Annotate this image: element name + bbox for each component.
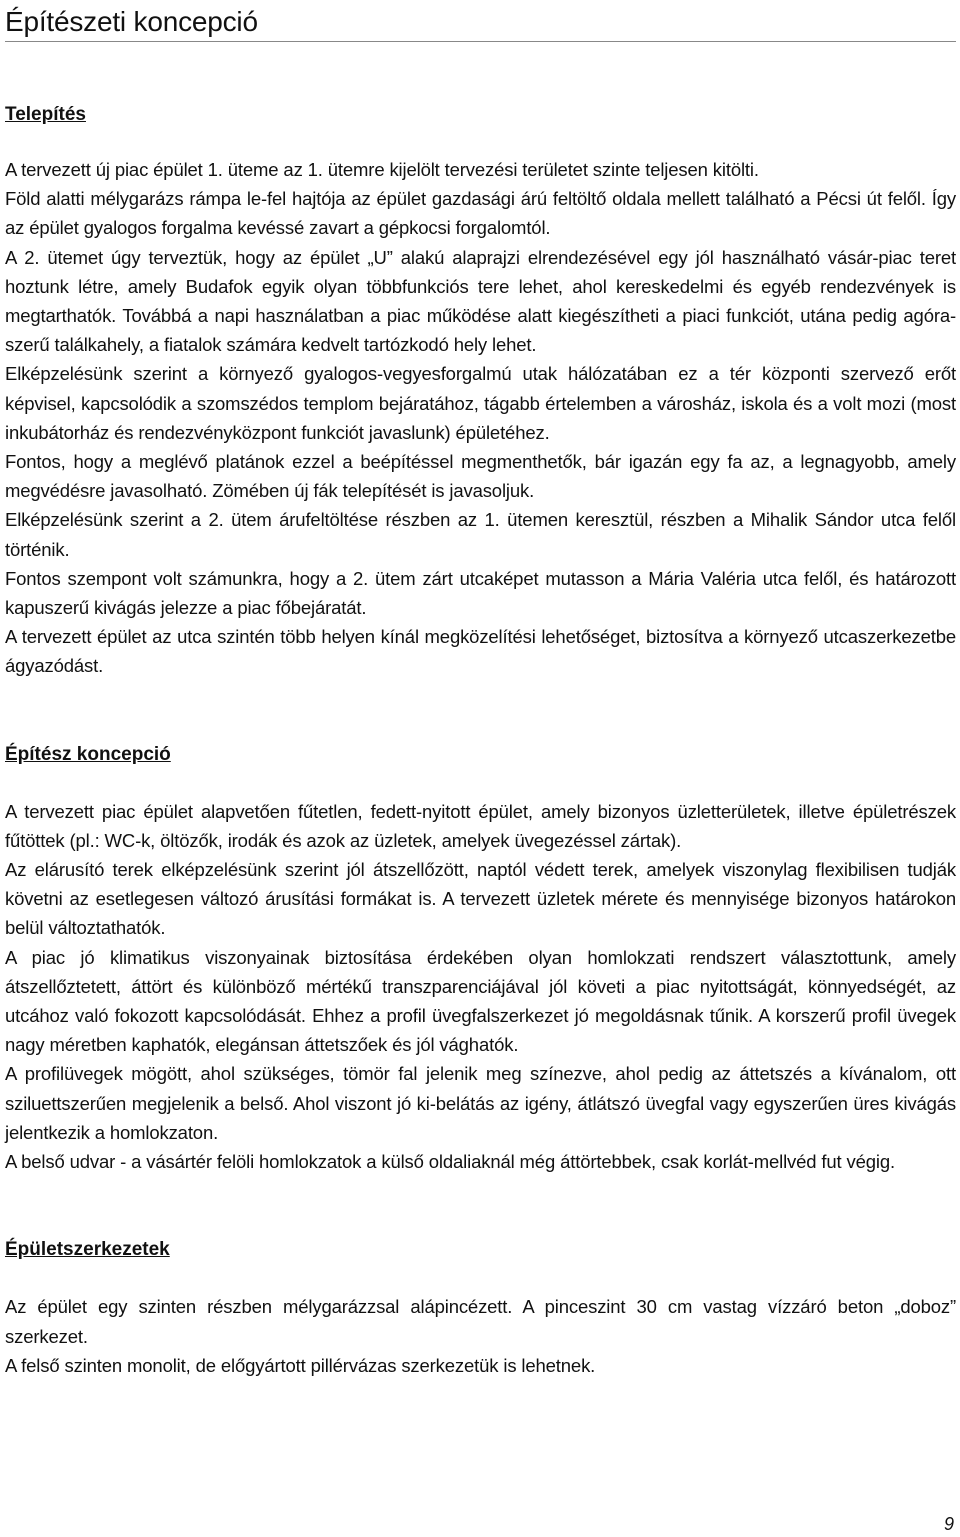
section-body-epitesz-koncepcio xyxy=(5,797,956,1177)
paragraph: A tervezett új piac épület 1. üteme az 1. ütemre kijelölt tervezési területet szinte teljesen kitölti. xyxy=(5,159,759,180)
paragraph: A tervezett piac épület alapvetően fűtetlen, fedett-nyitott épület, amely bizonyos üzletterületek, illetve épületrészek fűtöttek (pl.: WC-k, öltözők, irodák és azok az üzletek, amelyek üvegezéssel zártak). xyxy=(5,800,956,851)
paragraph: A belső udvar - a vásártér felöli homlokzatok a külső oldaliaknál még áttörtebbek, csak korlát-mellvéd fut végig. xyxy=(5,1151,896,1173)
paragraph: Elképzelésünk szerint a környező gyalogos-vegyesforgalmú utak hálózatában ez a tér központi szervező erőt képvisel, kapcsolódik a szomszédos templom bejáratához, tágabb értelemben a városház, iskola és a volt mozi (most inkubátorház és rendezvényközpont funkciót javaslunk) épületéhez. xyxy=(5,363,956,443)
paragraph: Az épület egy szinten részben mélygarázzsal alápincézett. A pinceszint 30 cm vastag vízzáró beton „doboz” szerkezet. xyxy=(5,1296,956,1347)
section-body-telepites xyxy=(5,155,956,681)
document-title: Építészeti koncepció xyxy=(5,5,956,42)
section-heading-epuletszerkezetek: Épületszerkezetek xyxy=(5,1239,170,1261)
section-heading-telepites: Telepítés xyxy=(5,104,86,125)
paragraph: Az elárusító terek elképzelésünk szerint jól átszellőzött, naptól védett terek, amelyek viszonylag flexibilisen tudják követni az esetlegesen változó árusítási formákat is. A tervezett üzletek mérete és mennyisége bizonyos határokon belül változtathatók. xyxy=(5,859,956,939)
page-number: 9 xyxy=(943,1514,954,1534)
paragraph: Fontos, hogy a meglévő platánok ezzel a beépítéssel megmenthetők, bár igazán egy fa az, a legnagyobb, amely megvédésre javasolható. Zömében új fák telepítését is javasoljuk. xyxy=(5,451,956,502)
paragraph: Elképzelésünk szerint a 2. ütem árufeltöltése részben az 1. ütemen keresztül, részben a Mihalik Sándor utca felől történik. xyxy=(5,509,956,560)
paragraph: Föld alatti mélygarázs rámpa le-fel hajtója az épület gazdasági árú feltöltő oldala mellett található a Pécsi út felől. Így az épület gyalogos forgalma kevéssé zavart a gépkocsi forgalomtól. xyxy=(5,188,956,239)
paragraph: A tervezett épület az utca szintén több helyen kínál megközelítési lehetőséget, biztosítva a környező utcaszerkezetbe ágyazódást. xyxy=(5,626,956,677)
section-telepites xyxy=(5,103,956,681)
section-body-epuletszerkezetek xyxy=(5,1292,956,1380)
paragraph: Fontos szempont volt számunkra, hogy a 2. ütem zárt utcaképet mutasson a Mária Valéria utca felől, és határozott kapuszerű kivágás jelezze a piac főbejáratát. xyxy=(5,567,956,619)
paragraph: A felső szinten monolit, de előgyártott pillérvázas szerkezetük is lehetnek. xyxy=(5,1354,596,1376)
paragraph: A 2. ütemet úgy terveztük, hogy az épület „U” alakú alaprajzi elrendezésével egy jól használható vásár-piac teret hoztunk létre, amely Budafok egyik olyan többfunkciós tere lehet, ahol kereskedelmi és egyéb rendezvények is megtarthatók. Továbbá a napi használatban a piac működése alatt kiegészítheti a piaci funkciót, utána pedig agóra-szerű találkahely, a fiatalok számára kedvelt tartózkodó hely lehet. xyxy=(5,246,956,356)
paragraph: A piac jó klimatikus viszonyainak biztosítása érdekében olyan homlokzati rendszert választottunk, amely átszellőztetett, áttört és különböző mértékű transzparenciájával jól követi a piac nyitottságát, könnyedségét, az utcához való fokozott kapcsolódását. Ehhez a profil üvegfalszerkezet jó megoldásnak tűnik. A korszerű profil üvegek nagy méretben kaphatók, elegánsan áttetszőek és jól vághatók. xyxy=(5,946,956,1056)
section-epuletszerkezetek xyxy=(5,1238,956,1380)
section-heading-epitesz-koncepcio: Építész koncepció xyxy=(5,743,171,765)
paragraph: A profilüvegek mögött, ahol szükséges, tömör fal jelenik meg színezve, ahol pedig az áttetszés a kívánalom, ott sziluettszerűen megjelenik a belső. Ahol viszont jó ki-belátás az igény, átlátszó üvegfal vagy egyszerűen üres kivágás jelentkezik a homlokzaton. xyxy=(5,1063,956,1143)
section-epitesz-koncepcio xyxy=(5,743,956,1177)
